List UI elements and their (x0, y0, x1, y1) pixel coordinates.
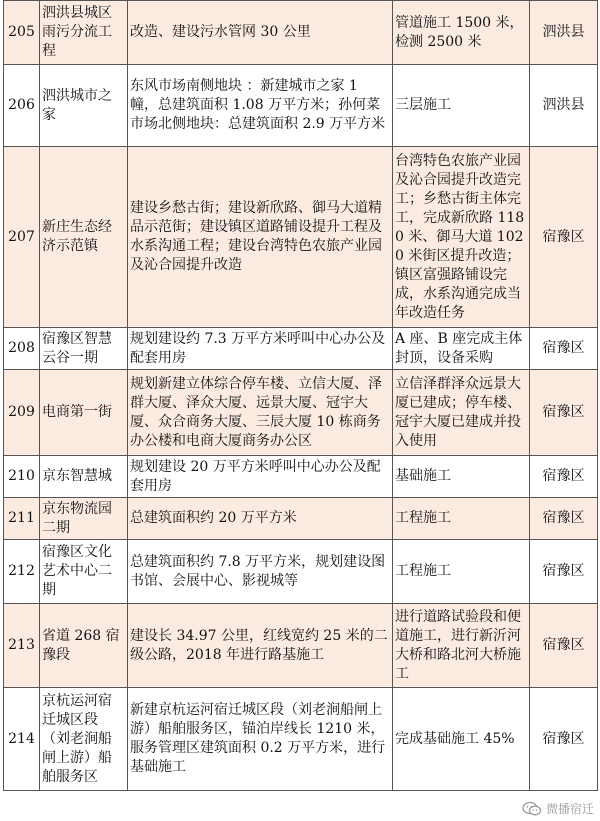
project-region: 宿豫区 (530, 540, 598, 604)
row-number: 214 (4, 688, 40, 791)
row-number: 212 (4, 540, 40, 604)
project-name: 京东物流园二期 (40, 498, 128, 540)
table-row (4, 688, 598, 791)
table-row (4, 328, 598, 370)
project-region: 宿豫区 (530, 604, 598, 688)
project-status: 三层施工 (393, 65, 530, 147)
project-region: 宿豫区 (530, 147, 598, 328)
watermark-text: 微播宿迁 (545, 802, 594, 816)
project-name: 京杭运河宿迁城区段（刘老涧船闸上游）船舶服务区 (40, 688, 128, 791)
project-description: 规划建设约 7.3 万平方米呼叫中心办公及配套用房 (128, 328, 393, 370)
project-description: 总建筑面积约 20 万平方米 (128, 498, 393, 540)
table-row (4, 456, 598, 498)
table-row (4, 370, 598, 456)
row-number: 209 (4, 370, 40, 456)
project-region: 宿豫区 (530, 498, 598, 540)
table-row (4, 1, 598, 65)
row-number: 210 (4, 456, 40, 498)
project-region: 宿豫区 (530, 688, 598, 791)
project-status: 立信泽群泽众远景大厦已建成；停车楼、冠宇大厦已建成并投入使用 (393, 370, 530, 456)
project-name: 泗洪城市之家 (40, 65, 128, 147)
project-status: 完成基础施工 45% (393, 688, 530, 791)
table-row (4, 498, 598, 540)
wechat-icon (522, 801, 542, 817)
row-number: 208 (4, 328, 40, 370)
project-name: 电商第一街 (40, 370, 128, 456)
project-name: 京东智慧城 (40, 456, 128, 498)
row-number: 207 (4, 147, 40, 328)
project-region: 宿豫区 (530, 370, 598, 456)
project-name: 宿豫区智慧云谷一期 (40, 328, 128, 370)
table-row (4, 147, 598, 328)
row-number: 211 (4, 498, 40, 540)
project-name: 宿豫区文化艺术中心二期 (40, 540, 128, 604)
project-description: 规划新建立体综合停车楼、立信大厦、泽群大厦、泽众大厦、远景大厦、冠宇大厦、众合商务大厦、三辰大厦 10 栋商务办公楼和电商大厦商务办公区 (128, 370, 393, 456)
project-status: A 座、B 座完成主体封顶，设备采购 (393, 328, 530, 370)
project-status: 基础施工 (393, 456, 530, 498)
project-name: 省道 268 宿豫段 (40, 604, 128, 688)
project-region: 泗洪县 (530, 1, 598, 65)
table-row (4, 540, 598, 604)
row-number: 206 (4, 65, 40, 147)
project-description: 改造、建设污水管网 30 公里 (128, 1, 393, 65)
row-number: 213 (4, 604, 40, 688)
watermark (522, 800, 594, 817)
project-description: 总建筑面积约 7.8 万平方米，规划建设图书馆、会展中心、影视城等 (128, 540, 393, 604)
project-description: 建设长 34.97 公里，红线宽约 25 米的二级公路，2018 年进行路基施工 (128, 604, 393, 688)
project-description: 东风市场南侧地块 ：新建城市之家 1 幢，总建筑面积 1.08 万平方米；孙何菜市场北侧地块：总建筑面积 2.9 万平方米 (128, 65, 393, 147)
project-status: 工程施工 (393, 498, 530, 540)
project-name: 泗洪县城区雨污分流工程 (40, 1, 128, 65)
project-status: 进行道路试验段和便道施工，进行新沂河大桥和路北河大桥施工 (393, 604, 530, 688)
project-name: 新庄生态经济示范镇 (40, 147, 128, 328)
project-description: 规划建设 20 万平方米呼叫中心办公及配套用房 (128, 456, 393, 498)
table-row (4, 65, 598, 147)
project-region: 泗洪县 (530, 65, 598, 147)
project-status: 台湾特色农旅产业园及沁合园提升改造完工；乡愁古街主体完工，完成新欣路 1180 米、御马大道 1020 米街区提升改造；镇区富强路铺设完成，水系沟通完成当年改造任务 (393, 147, 530, 328)
project-region: 宿豫区 (530, 456, 598, 498)
project-description: 建设乡愁古街；建设新欣路、御马大道精品示范街；建设镇区道路铺设提升工程及水系沟通工程；建设台湾特色农旅产业园及沁合园提升改造 (128, 147, 393, 328)
project-status: 工程施工 (393, 540, 530, 604)
project-table (3, 0, 598, 791)
project-status: 管道施工 1500 米，检测 2500 米 (393, 1, 530, 65)
project-region: 宿豫区 (530, 328, 598, 370)
row-number: 205 (4, 1, 40, 65)
table-row (4, 604, 598, 688)
project-description: 新建京杭运河宿迁城区段（刘老涧船闸上游）船舶服务区，锚泊岸线长 1210 米，服务管理区建筑面积 0.2 万平方米，进行基础施工 (128, 688, 393, 791)
